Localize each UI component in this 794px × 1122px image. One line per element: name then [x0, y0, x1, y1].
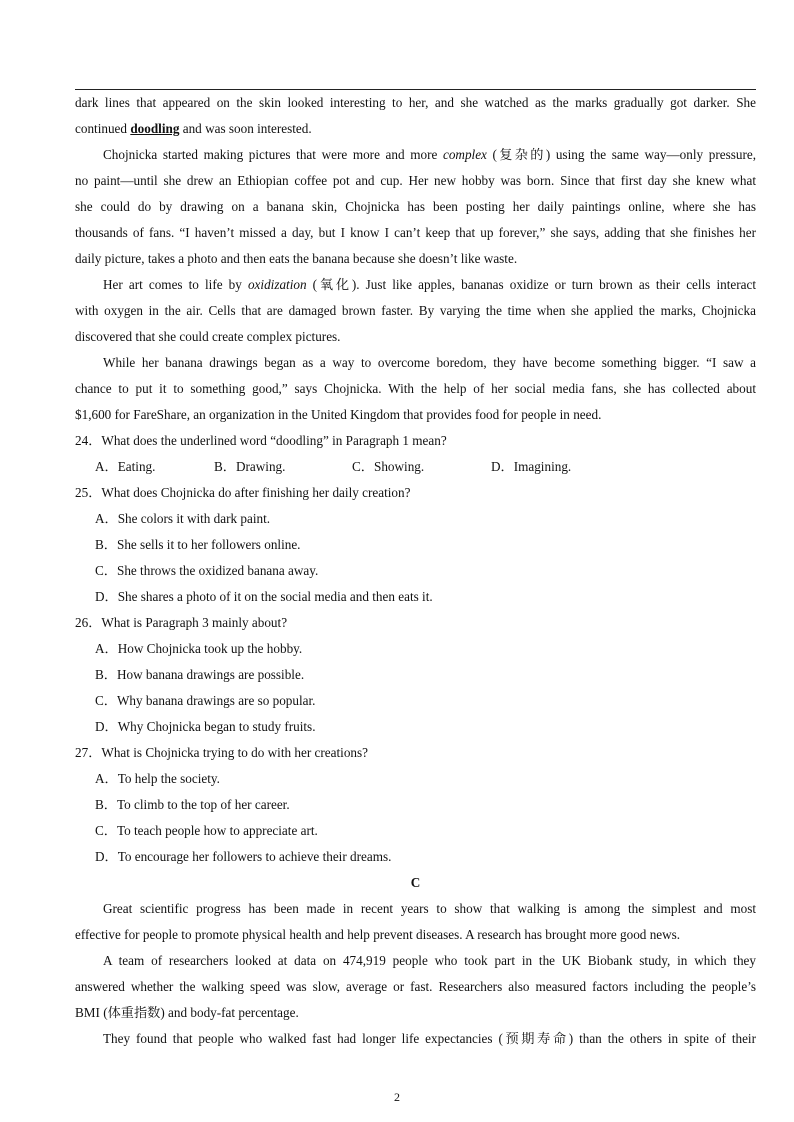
page-content	[75, 90, 756, 1052]
question-27-stem: 27．What is Chojnicka trying to do with her creations?	[75, 745, 368, 760]
question-25-option-d: D．She shares a photo of it on the social media and then eats it.	[95, 589, 433, 604]
passage-c-p1-line1: Great scientific progress has been made in recent years to show that walking is among the simplest and most	[103, 901, 756, 916]
question-27-option-d: D．To encourage her followers to achieve their dreams.	[95, 849, 392, 864]
question-25-stem: 25．What does Chojnicka do after finishing her daily creation?	[75, 485, 411, 500]
option-a: A．Eating.	[95, 459, 156, 474]
text-segment: (复杂的) using the same way—only pressure,	[486, 147, 756, 162]
passage-b-p4-line3: $1,600 for FareShare, an organization in the United Kingdom that provides food for people in need.	[75, 407, 602, 422]
italic-term: complex	[442, 147, 487, 162]
option-d: D．Imagining.	[491, 459, 572, 474]
question-26-stem: 26．What is Paragraph 3 mainly about?	[75, 615, 288, 630]
passage-b-p3-line2: with oxygen in the air. Cells that are damaged brown faster. By varying the time when she applied the marks, Chojnicka	[75, 303, 756, 318]
text-segment: and was soon interested.	[179, 121, 312, 136]
text-segment: Her art comes to life by	[103, 277, 248, 292]
passage-b-p4-line1: While her banana drawings began as a way to overcome boredom, they have become something bigger. “I saw a	[103, 355, 756, 370]
passage-b-p1-line2	[75, 116, 756, 142]
passage-c-p3-line1: They found that people who walked fast had longer life expectancies (预期寿命) than the others in spite of their	[103, 1031, 756, 1046]
passage-c-p2-line3: BMI (体重指数) and body-fat percentage.	[75, 1005, 299, 1020]
text-segment: continued	[75, 121, 131, 136]
question-25-option-a: A．She colors it with dark paint.	[95, 511, 271, 526]
question-27-option-a: A．To help the society.	[95, 771, 220, 786]
text-segment: Chojnicka started making pictures that were more and more	[103, 147, 443, 162]
passage-b-p2-line3: she could do by drawing on a banana skin, Chojnicka has been posting her daily paintings online, where she has	[75, 199, 756, 214]
underlined-word: doodling	[130, 121, 180, 136]
question-26-option-c: C．Why banana drawings are so popular.	[95, 693, 316, 708]
option-b: B．Drawing.	[214, 459, 286, 474]
passage-c-p2-line1: A team of researchers looked at data on 474,919 people who took part in the UK Biobank study, in which they	[103, 953, 756, 968]
question-27-option-c: C．To teach people how to appreciate art.	[95, 823, 318, 838]
question-26-option-a: A．How Chojnicka took up the hobby.	[95, 641, 303, 656]
passage-b-p2-line4: thousands of fans. “I haven’t missed a day, but I know I can’t keep that up forever,” she says, adding that she finishes her	[75, 225, 756, 240]
passage-b-p4-line2: chance to put it to something good,” says Chojnicka. With the help of her social media fans, she has collected about	[75, 381, 756, 396]
passage-b-p3-line3: discovered that she could create complex pictures.	[75, 329, 341, 344]
question-26-option-b: B．How banana drawings are possible.	[95, 667, 305, 682]
passage-c-p1-line2: effective for people to promote physical health and help prevent diseases. A research has brought more good news.	[75, 927, 681, 942]
question-24-options	[75, 454, 756, 480]
option-c: C．Showing.	[352, 459, 425, 474]
passage-b-p2-line5: daily picture, takes a photo and then eats the banana because she doesn’t like waste.	[75, 251, 518, 266]
text-segment: (氧化). Just like apples, bananas oxidize or turn brown as their cells interact	[306, 277, 756, 292]
question-25-option-c: C．She throws the oxidized banana away.	[95, 563, 319, 578]
question-26-option-d: D．Why Chojnicka began to study fruits.	[95, 719, 316, 734]
question-25-option-b: B．She sells it to her followers online.	[95, 537, 301, 552]
question-27-option-b: B．To climb to the top of her career.	[95, 797, 290, 812]
passage-b-p2-line1	[75, 142, 756, 168]
passage-b-p2-line2: no paint—until she drew an Ethiopian coffee pot and cup. Her new hobby was born. Since that first day she knew what	[75, 173, 756, 188]
question-24-stem: 24．What does the underlined word “doodling” in Paragraph 1 mean?	[75, 433, 447, 448]
passage-c-p2-line2: answered whether the walking speed was slow, average or fast. Researchers also measured factors including the people’s	[75, 979, 756, 994]
italic-term: oxidization	[247, 277, 307, 292]
page-number: 2	[394, 1090, 400, 1104]
passage-c-heading: C	[410, 875, 421, 890]
passage-b-p3-line1	[75, 272, 756, 298]
passage-b-p1-line1: dark lines that appeared on the skin looked interesting to her, and she watched as the marks gradually got darker. She	[75, 95, 756, 110]
